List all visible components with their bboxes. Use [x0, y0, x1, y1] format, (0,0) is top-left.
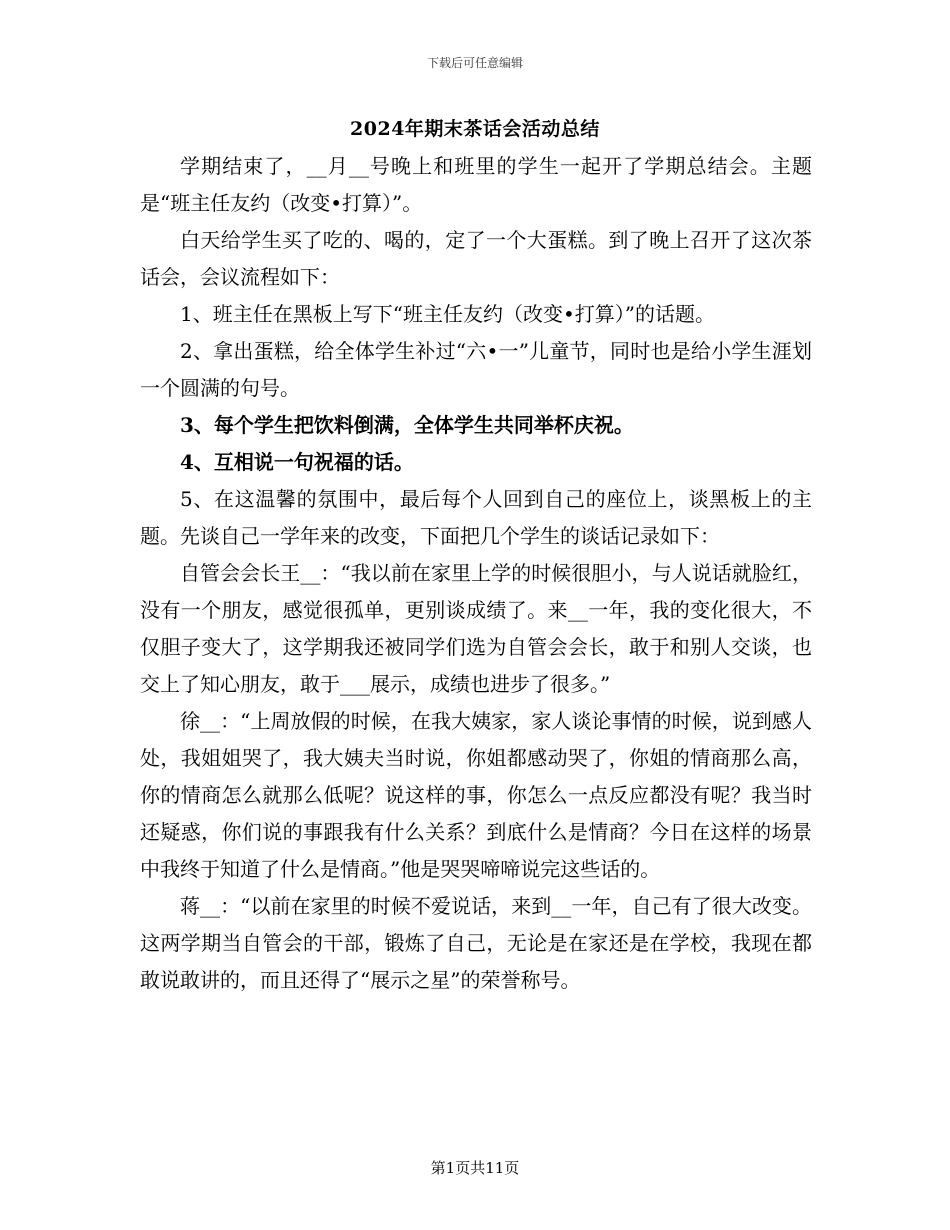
- paragraph-student-xu: 徐__：“上周放假的时候，在我大姨家，家人谈论事情的时候，说到感人处，我姐姐哭了，我大姨夫当时说，你姐都感动哭了，你姐的情商那么高，你的情商怎么就那么低呢？说这样的事，你怎么一点反应都没有呢？我当时还疑惑，你们说的事跟我有什么关系？到底什么是情商？今日在这样的场景中我终于知道了什么是情商。”他是哭哭啼啼说完这些话的。: [140, 709, 812, 881]
- paragraph-step-2: 2、拿出蛋糕，给全体学生补过“六•一”儿童节，同时也是给小学生涯划一个圆满的句号。: [140, 339, 812, 400]
- page-number: 第1页共11页: [430, 1159, 520, 1177]
- paragraph-step-1: 1、班主任在黑板上写下“班主任友约（改变•打算）”的话题。: [180, 302, 715, 326]
- paragraph-preparation: 白天给学生买了吃的、喝的，定了一个大蛋糕。到了晚上召开了这次茶话会，会议流程如下：: [140, 228, 812, 289]
- paragraph-step-4: 4、互相说一句祝福的话。: [180, 450, 414, 474]
- document-title: 2024年期末茶话会活动总结: [350, 118, 600, 140]
- document-body: [140, 148, 812, 999]
- paragraph-student-jiang: 蒋__：“以前在家里的时候不爱说话，来到__一年，自己有了很大改变。这两学期当自管会的干部，锻炼了自己，无论是在家还是在学校，我现在都敢说敢讲的，而且还得了“展示之星”的荣誉称号。: [140, 894, 812, 992]
- paragraph-step-3: 3、每个学生把饮料倒满，全体学生共同举杯庆祝。: [180, 413, 634, 437]
- paragraph-intro: 学期结束了，__月__号晚上和班里的学生一起开了学期总结会。主题是“班主任友约（改变•打算）”。: [140, 154, 812, 215]
- paragraph-student-wang: 自管会会长王__：“我以前在家里上学的时候很胆小，与人说话就脸红，没有一个朋友，感觉很孤单，更别谈成绩了。来__一年，我的变化很大，不仅胆子变大了，这学期我还被同学们选为自管会会长，敢于和别人交谈，也交上了知心朋友，敢于___展示，成绩也进步了很多。”: [140, 561, 812, 696]
- paragraph-step-5: 5、在这温馨的氛围中，最后每个人回到自己的座位上，谈黑板上的主题。先谈自己一学年来的改变，下面把几个学生的谈话记录如下：: [140, 487, 812, 548]
- header-note: 下载后可任意编辑: [426, 56, 523, 70]
